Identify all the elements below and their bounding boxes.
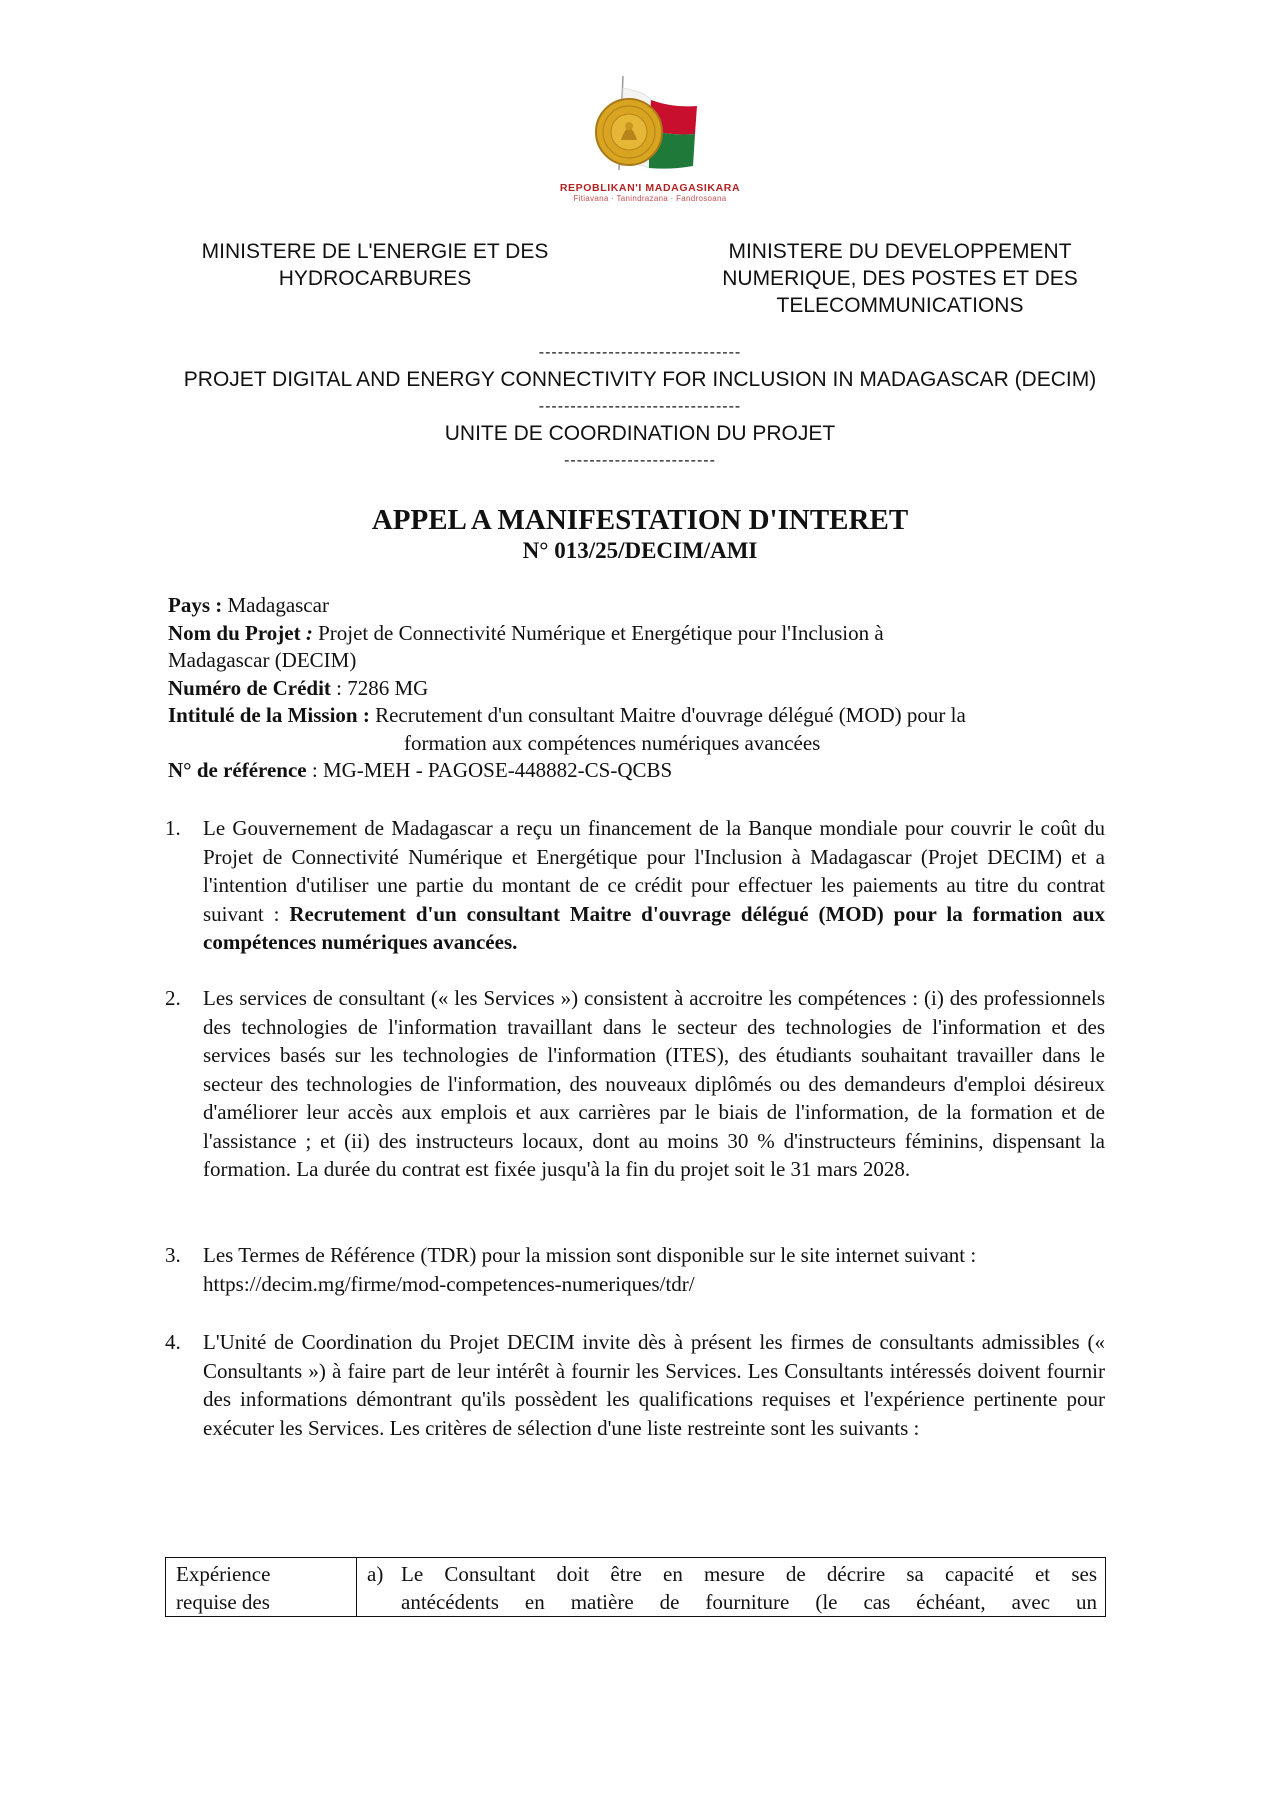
ministry-energy-line-2: HYDROCARBURES	[278, 267, 472, 290]
info-project-value-1: Projet de Connectivité Numérique et Energétique pour l'Inclusion à	[312, 620, 884, 645]
info-mission-value-2: formation aux compétences numériques avancées	[404, 730, 821, 755]
paragraph-3-text: Les Termes de Référence (TDR) pour la mission sont disponible sur le site internet suivant :	[203, 1243, 977, 1267]
info-country-value: Madagascar	[222, 593, 329, 617]
info-country-label: Pays :	[168, 593, 223, 617]
madagascar-flag-seal-icon	[585, 70, 715, 182]
table-row	[166, 1558, 1106, 1617]
info-credit-value: : 7286 MG	[330, 675, 429, 700]
ministry-energy-line-1: MINISTERE DE L'ENERGIE ET DES	[201, 240, 549, 263]
info-reference	[168, 757, 1108, 785]
criteria-description-cell	[357, 1558, 1106, 1617]
paragraph-4-number: 4.	[165, 1330, 181, 1354]
criteria-table	[165, 1557, 1106, 1617]
info-project-value-2: Madagascar (DECIM)	[168, 648, 357, 672]
info-reference-label: N° de référence	[168, 758, 307, 782]
republic-emblem	[535, 70, 765, 210]
info-mission-label: Intitulé de la Mission :	[168, 703, 370, 727]
ministry-digital-line-3: TELECOMMUNICATIONS	[776, 294, 1024, 317]
unit-name: UNITE DE COORDINATION DU PROJET	[444, 422, 836, 445]
ministry-energy	[165, 238, 585, 292]
criteria-item-line-2: antécédents en matière de fourniture (le cas échéant, avec un	[401, 1590, 1097, 1614]
document-number: N° 013/25/DECIM/AMI	[522, 538, 758, 563]
criteria-category-line-1: Expérience	[176, 1562, 271, 1586]
project-info	[168, 592, 1108, 785]
separator-2: --------------------------------	[538, 398, 742, 415]
criteria-category-line-2: requise des	[176, 1590, 270, 1614]
info-mission	[168, 702, 1108, 730]
info-country	[168, 592, 1108, 620]
ministry-digital	[690, 238, 1110, 319]
ministry-digital-line-1: MINISTERE DU DEVELOPPEMENT	[728, 240, 1072, 263]
separator-1: --------------------------------	[538, 344, 742, 361]
criteria-category-cell	[166, 1558, 357, 1617]
paragraph-4	[165, 1328, 1105, 1442]
republic-name: REPOBLIKAN'I MADAGASIKARA	[559, 182, 741, 194]
criteria-item-label: a)	[367, 1562, 384, 1586]
paragraph-1-contract: Recrutement d'un consultant Maitre d'ouvrage délégué (MOD) pour la formation aux compétences numériques avancées.	[203, 901, 1106, 954]
criteria-item-line-1: Le Consultant doit être en mesure de décrire sa capacité et ses	[401, 1562, 1097, 1586]
tdr-link[interactable]: https://decim.mg/firme/mod-competences-numeriques/tdr/	[203, 1271, 695, 1296]
info-reference-value: : MG-MEH - PAGOSE-448882-CS-QCBS	[306, 758, 673, 782]
republic-motto: Fitiavana · Tanindrazana · Fandrosoana	[573, 194, 727, 203]
paragraph-1	[165, 814, 1105, 957]
separator-3: ------------------------	[564, 452, 716, 469]
paragraph-3	[165, 1241, 1105, 1298]
paragraph-2	[165, 984, 1105, 1184]
info-credit	[168, 675, 1108, 703]
info-project-colon: :	[300, 620, 313, 645]
project-name: PROJET DIGITAL AND ENERGY CONNECTIVITY FOR INCLUSION IN MADAGASCAR (DECIM)	[183, 368, 1097, 391]
document-title: APPEL A MANIFESTATION D'INTERET	[371, 504, 909, 536]
info-credit-label: Numéro de Crédit	[168, 675, 331, 700]
info-mission-value-1: Recrutement d'un consultant Maitre d'ouvrage délégué (MOD) pour la	[369, 703, 966, 727]
paragraph-1-text: Le Gouvernement de Madagascar a reçu un financement de la Banque mondiale pour couvrir le coût du Projet de Connectivité Numérique et Energétique pour l'Inclusion à Madagascar (Projet DECIM) et a l'intention d'utiliser une partie du montant de ce crédit pour effectuer les paiements au titre du contrat suivant :	[203, 816, 1105, 926]
paragraph-4-text: L'Unité de Coordination du Projet DECIM invite dès à présent les firmes de consultants admissibles (« Consultants ») à faire part de leur intérêt à fournir les Services. Les Consultants intéressés doivent fournir des informations démontrant qu'ils possèdent les qualifications requises et l'expérience pertinente pour exécuter les Services. Les critères de sélection d'une liste restreinte sont les suivants :	[203, 1330, 1105, 1440]
paragraph-1-number: 1.	[165, 816, 181, 840]
paragraph-2-number: 2.	[165, 986, 181, 1010]
paragraph-3-number: 3.	[165, 1243, 181, 1267]
ministry-digital-line-2: NUMERIQUE, DES POSTES ET DES	[722, 267, 1078, 290]
info-project-label: Nom du Projet	[168, 620, 301, 645]
criteria-item-a	[367, 1560, 1097, 1616]
info-project	[168, 620, 1108, 648]
paragraph-2-text: Les services de consultant (« les Services ») consistent à accroitre les compétences : (i) des professionnels des technologies de l'information travaillant dans le secteur des technologies de l'information et des services basés sur les technologies de l'information (ITES), des étudiants souhaitant travailler dans le secteur des technologies de l'information, des nouveaux diplômés ou des demandeurs d'emploi désireux d'améliorer leur accès aux emplois et aux carrières par le biais de l'information, de la formation et de l'assistance ; et (ii) des instructeurs locaux, dont au moins 30 % d'instructeurs féminins, dispensant la formation. La durée du contrat est fixée jusqu'à la fin du projet soit le 31 mars 2028.	[203, 986, 1105, 1181]
